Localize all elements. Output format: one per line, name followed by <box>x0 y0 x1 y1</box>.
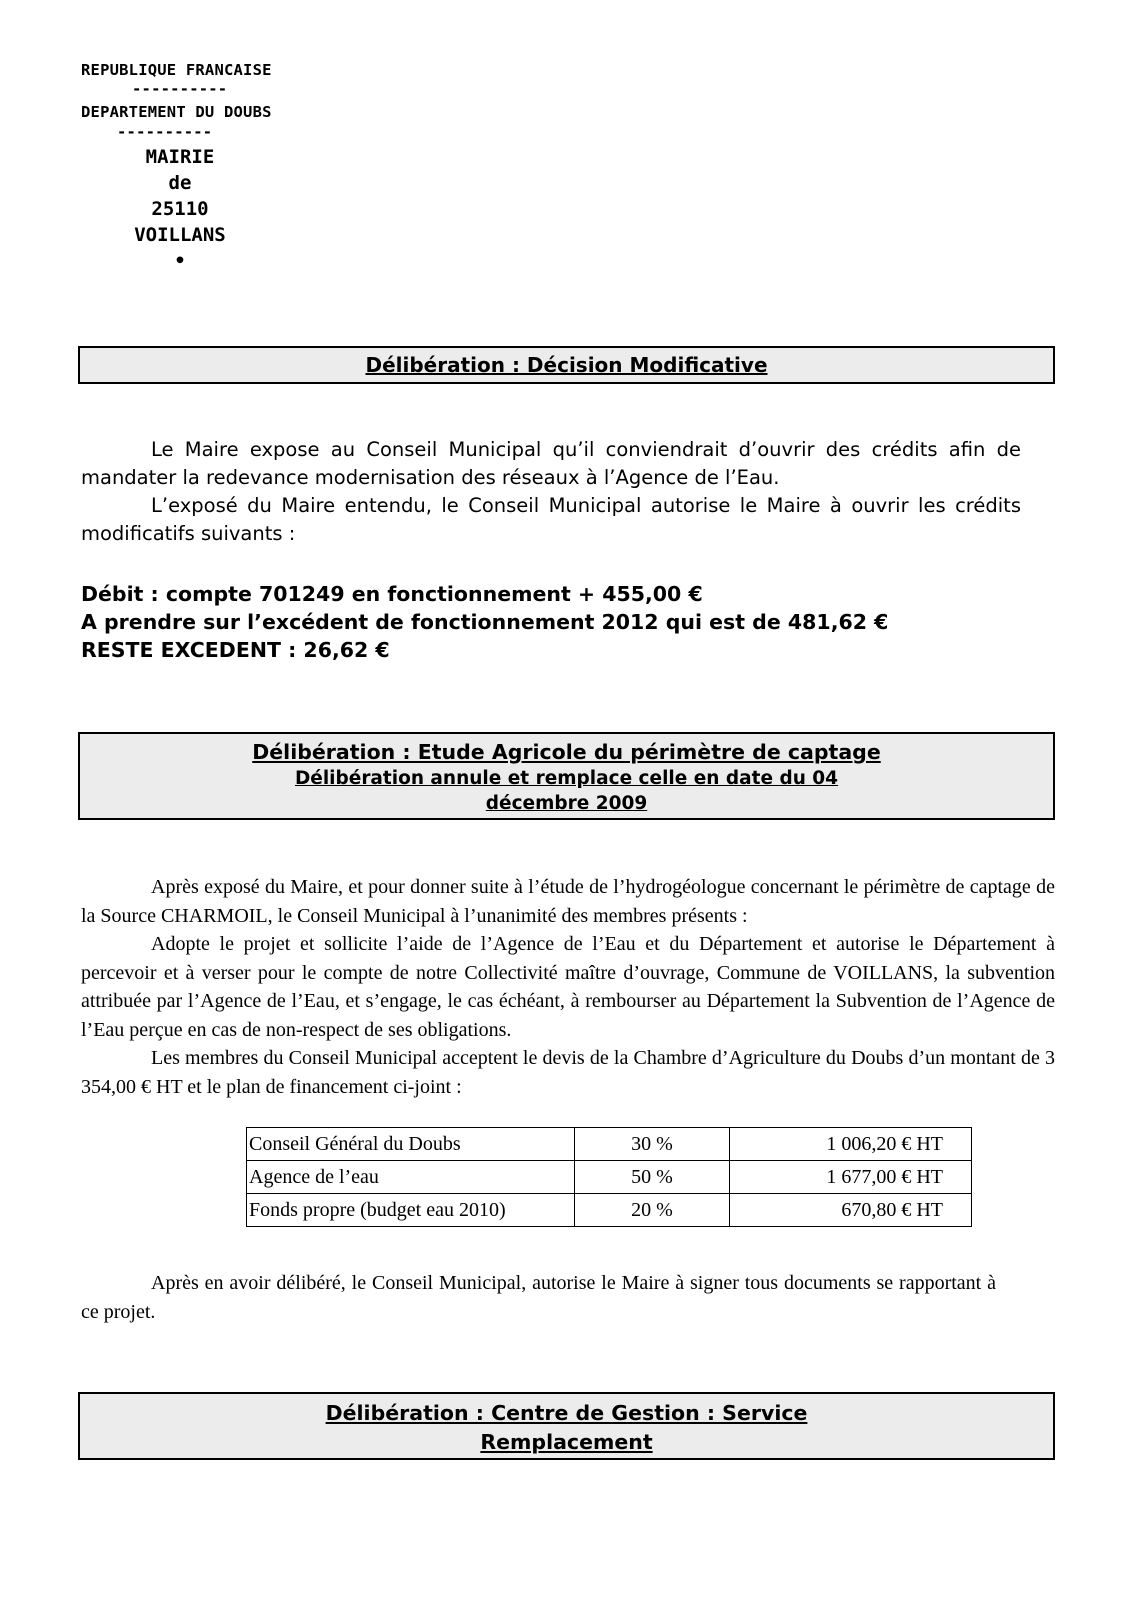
table-cell-percent: 20 % <box>575 1194 730 1227</box>
section-title: Délibération : Centre de Gestion : Service <box>325 1401 808 1425</box>
section-subtitle: Délibération annule et remplace celle en date du 04 <box>294 768 839 789</box>
table-cell-amount: 1 006,20 € HT <box>730 1128 972 1161</box>
table-cell-amount: 670,80 € HT <box>730 1194 972 1227</box>
credit-summary <box>81 580 888 664</box>
section-subtitle: décembre 2009 <box>485 793 648 814</box>
section-title: Délibération : Décision Modificative <box>365 353 768 377</box>
table-cell-source: Agence de l’eau <box>247 1161 575 1194</box>
excedent-line: A prendre sur l’excédent de fonctionnement 2012 qui est de 481,62 € <box>81 610 889 634</box>
debit-line: Débit : compte 701249 en fonctionnement + 455,00 € <box>81 582 703 606</box>
paragraph-text: Après en avoir délibéré, le Conseil Municipal, autorise le Maire à signer tous documents se rapportant à ce projet. <box>81 1272 996 1323</box>
paragraph-text: Après exposé du Maire, et pour donner suite à l’étude de l’hydrogéologue concernant le périmètre de captage de la Source CHARMOIL, le Conseil Municipal à l’unanimité des membres présents : <box>81 876 1055 927</box>
section-title-box <box>78 732 1055 820</box>
table-cell-percent: 30 % <box>575 1128 730 1161</box>
paragraph-text: Le Maire expose au Conseil Municipal qu’il conviendrait d’ouvrir des crédits afin de mandater la redevance modernisation des réseaux à l’Agence de l’Eau. <box>81 438 1021 489</box>
table-cell-amount: 1 677,00 € HT <box>730 1161 972 1194</box>
table-cell-percent: 50 % <box>575 1161 730 1194</box>
header-bullet: • <box>174 250 186 272</box>
header-commune: VOILLANS <box>134 224 226 246</box>
section-title-box <box>78 1392 1055 1460</box>
header-de: de <box>168 172 192 194</box>
financing-table <box>246 1127 972 1227</box>
paragraph <box>81 873 1055 1101</box>
table-row <box>247 1128 972 1161</box>
paragraph-text: Les membres du Conseil Municipal acceptent le devis de la Chambre d’Agriculture du Doubs d’un montant de 3 354,00 € HT et le plan de financement ci-joint : <box>81 1047 1055 1098</box>
header-separator: ---------- <box>132 80 228 98</box>
reste-line: RESTE EXCEDENT : 26,62 € <box>81 638 390 662</box>
paragraph <box>81 436 1021 548</box>
table-row <box>247 1161 972 1194</box>
header-mairie: MAIRIE <box>145 146 215 168</box>
paragraph <box>81 1269 996 1326</box>
table-row <box>247 1194 972 1227</box>
header-republique: REPUBLIQUE FRANCAISE <box>81 61 272 79</box>
header-departement: DEPARTEMENT DU DOUBS <box>81 103 272 121</box>
paragraph-text: L’exposé du Maire entendu, le Conseil Municipal autorise le Maire à ouvrir les crédits modificatifs suivants : <box>81 494 1021 545</box>
header-separator: ---------- <box>117 123 213 141</box>
paragraph-text: Adopte le projet et sollicite l’aide de l’Agence de l’Eau et du Département et autorise le Département à percevoir et à verser pour le compte de notre Collectivité maître d’ouvrage, Commune de VOILLANS, la subvention attribuée par l’Agence de l’Eau, et s’engage, le cas échéant, à rembourser au Département la Subvention de l’Agence de l’Eau perçue en cas de non-respect de ses obligations. <box>81 933 1055 1041</box>
section-title: Remplacement <box>480 1430 653 1454</box>
table-cell-source: Fonds propre (budget eau 2010) <box>247 1194 575 1227</box>
section-title-box <box>78 346 1055 384</box>
table-cell-source: Conseil Général du Doubs <box>247 1128 575 1161</box>
header-code-postal: 25110 <box>151 198 209 220</box>
section-title: Délibération : Etude Agricole du périmètre de captage <box>252 740 881 764</box>
